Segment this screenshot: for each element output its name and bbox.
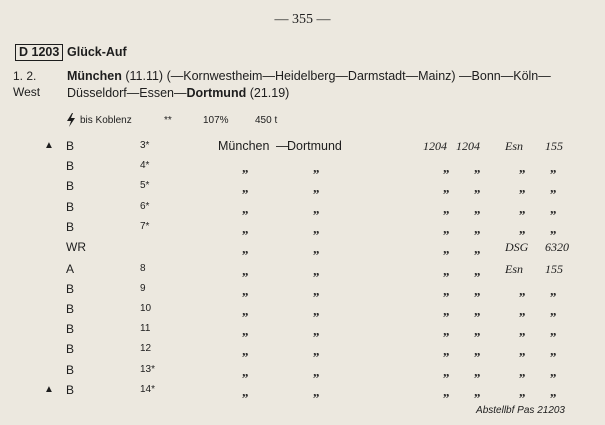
car-col-3: „ xyxy=(519,201,526,216)
car-col-1: „ xyxy=(443,221,450,236)
car-col-2: 1204 xyxy=(456,139,480,153)
route-departure: (11.11) xyxy=(125,69,164,83)
car-number: 7* xyxy=(140,221,150,232)
car-col-2: „ xyxy=(474,160,481,175)
footer-note: Abstellbf Pas 21203 xyxy=(476,405,565,416)
triangle-marker-icon: ▲ xyxy=(44,140,54,151)
car-from: „ xyxy=(242,180,249,195)
car-col-3: Esn xyxy=(505,262,523,276)
car-type: B xyxy=(66,159,75,173)
car-col-4: 6320 xyxy=(545,240,569,254)
car-col-2: „ xyxy=(474,364,481,379)
car-from: „ xyxy=(242,364,249,379)
car-number: 5* xyxy=(140,180,150,191)
car-from: „ xyxy=(242,343,249,358)
route-line-1 xyxy=(67,69,551,83)
car-type: B xyxy=(66,179,75,193)
car-col-2: „ xyxy=(474,303,481,318)
car-col-3: „ xyxy=(519,303,526,318)
car-col-2: „ xyxy=(474,283,481,298)
car-col-3: „ xyxy=(519,384,526,399)
load-section: bis Koblenz xyxy=(80,115,132,126)
route-line-2 xyxy=(67,86,289,100)
car-number: 8 xyxy=(140,263,146,274)
car-col-1: 1204 xyxy=(423,139,447,153)
car-type: WR xyxy=(66,240,86,254)
car-from: „ xyxy=(242,263,249,278)
car-number: 10 xyxy=(140,303,152,314)
car-from: „ xyxy=(242,384,249,399)
car-col-1: „ xyxy=(443,160,450,175)
car-col-2: „ xyxy=(474,323,481,338)
load-percent: 107% xyxy=(203,115,229,126)
car-type: B xyxy=(66,200,75,214)
car-number: 3* xyxy=(140,140,150,151)
car-col-2: „ xyxy=(474,201,481,216)
car-col-2: „ xyxy=(474,180,481,195)
car-col-4: „ xyxy=(550,323,557,338)
car-col-4: 155 xyxy=(545,139,563,153)
car-col-4: „ xyxy=(550,283,557,298)
train-classes: 1. 2. xyxy=(13,69,37,83)
car-number: 6* xyxy=(140,201,150,212)
car-to: „ xyxy=(313,384,320,399)
car-col-4: „ xyxy=(550,180,557,195)
car-type: B xyxy=(66,383,75,397)
car-col-4: 155 xyxy=(545,262,563,276)
route-via-1: (—Kornwestheim—Heidelberg—Darmstadt—Mainz) —Bonn—Köln— xyxy=(166,69,551,83)
car-col-4: „ xyxy=(550,343,557,358)
train-region: West xyxy=(13,85,41,99)
car-type: B xyxy=(66,282,75,296)
car-col-1: „ xyxy=(443,201,450,216)
car-to: „ xyxy=(313,303,320,318)
car-col-4: „ xyxy=(550,160,557,175)
car-col-1: „ xyxy=(443,343,450,358)
car-number: 14* xyxy=(140,384,156,395)
load-tons: 450 t xyxy=(255,115,278,126)
car-to: Dortmund xyxy=(287,139,342,153)
car-dash: — xyxy=(276,139,289,153)
car-type: B xyxy=(66,139,75,153)
car-to: „ xyxy=(313,263,320,278)
car-col-1: „ xyxy=(443,384,450,399)
car-col-1: „ xyxy=(443,303,450,318)
car-col-4: „ xyxy=(550,303,557,318)
page-number: — 355 — xyxy=(274,12,331,27)
car-from: „ xyxy=(242,221,249,236)
car-to: „ xyxy=(313,201,320,216)
car-col-3: „ xyxy=(519,364,526,379)
train-name: Glück-Auf xyxy=(67,45,127,59)
car-from: „ xyxy=(242,160,249,175)
car-col-1: „ xyxy=(443,364,450,379)
car-col-1: „ xyxy=(443,323,450,338)
car-col-3: „ xyxy=(519,283,526,298)
car-to: „ xyxy=(313,323,320,338)
car-type: B xyxy=(66,322,75,336)
car-col-1: „ xyxy=(443,241,450,256)
car-to: „ xyxy=(313,364,320,379)
car-col-2: „ xyxy=(474,241,481,256)
car-number: 13* xyxy=(140,364,156,375)
car-number: 12 xyxy=(140,343,152,354)
car-col-4: „ xyxy=(550,384,557,399)
car-col-1: „ xyxy=(443,263,450,278)
car-from: „ xyxy=(242,303,249,318)
triangle-marker-icon: ▲ xyxy=(44,384,54,395)
car-to: „ xyxy=(313,221,320,236)
car-number: 4* xyxy=(140,160,150,171)
car-col-2: „ xyxy=(474,384,481,399)
car-col-1: „ xyxy=(443,180,450,195)
car-col-3: DSG xyxy=(505,240,529,254)
car-type: B xyxy=(66,302,75,316)
car-col-3: „ xyxy=(519,180,526,195)
car-to: „ xyxy=(313,160,320,175)
route-destination: Dortmund xyxy=(186,86,247,100)
car-col-3: „ xyxy=(519,323,526,338)
car-col-3: „ xyxy=(519,343,526,358)
car-col-3: „ xyxy=(519,221,526,236)
route-via-2: Düsseldorf—Essen— xyxy=(67,86,187,100)
car-col-3: Esn xyxy=(505,139,523,153)
car-to: „ xyxy=(313,241,320,256)
car-to: „ xyxy=(313,283,320,298)
car-from: „ xyxy=(242,241,249,256)
car-from: „ xyxy=(242,201,249,216)
car-from: „ xyxy=(242,283,249,298)
car-type: B xyxy=(66,342,75,356)
car-col-2: „ xyxy=(474,221,481,236)
car-col-2: „ xyxy=(474,263,481,278)
load-stars: ** xyxy=(164,115,172,126)
car-col-1: „ xyxy=(443,283,450,298)
car-to: „ xyxy=(313,343,320,358)
car-to: „ xyxy=(313,180,320,195)
route-arrival: (21.19) xyxy=(249,86,290,100)
route-origin: München xyxy=(67,69,122,83)
car-type: B xyxy=(66,220,75,234)
car-from: „ xyxy=(242,323,249,338)
car-col-4: „ xyxy=(550,364,557,379)
car-number: 9 xyxy=(140,283,146,294)
car-from: München xyxy=(218,139,270,153)
car-type: B xyxy=(66,363,75,377)
lightning-icon xyxy=(66,113,76,132)
car-type: A xyxy=(66,262,75,276)
car-col-4: „ xyxy=(550,201,557,216)
car-col-3: „ xyxy=(519,160,526,175)
car-number: 11 xyxy=(140,323,151,334)
car-col-2: „ xyxy=(474,343,481,358)
train-number: D 1203 xyxy=(15,44,63,61)
car-col-4: „ xyxy=(550,221,557,236)
